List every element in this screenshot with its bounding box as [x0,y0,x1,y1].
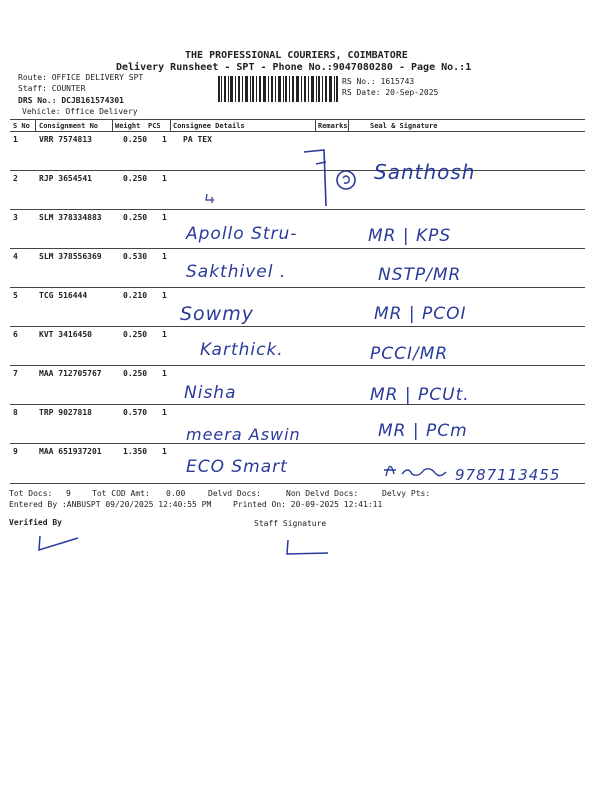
col-header-consignment: Consignment No [39,122,99,130]
col-header-weight: Weight [115,122,141,130]
staff-label: Staff: COUNTER [18,84,86,93]
row-pcs: 1 [162,135,167,144]
row-divider [10,287,585,288]
rs-number: RS No.: 1615743 [342,77,415,86]
row-pcs: 1 [162,291,167,300]
header-divider [35,119,36,131]
handwritten-consignee: Karthick. [200,340,284,360]
row-divider [10,404,585,405]
verified-signature [30,532,82,554]
header-divider [170,119,171,131]
header-divider [112,119,113,131]
row-consignment-no: TRP 9027818 [39,408,92,417]
vehicle-label: Vehicle: Office Delivery [22,107,138,116]
handwritten-phone: 9787113455 [455,466,561,484]
row-sno: 3 [13,213,18,222]
non-delvd-docs-label: Non Delvd Docs: [286,489,359,498]
row-divider [10,365,585,366]
row-pcs: 1 [162,213,167,222]
handwritten-consignee: Apollo Stru- [186,224,298,244]
row-consignment-no: VRR 7574813 [39,135,92,144]
row-pcs: 1 [162,447,167,456]
row-sno: 1 [13,135,18,144]
row-consignment-no: KVT 3416450 [39,330,92,339]
handwritten-consignee: meera Aswin [186,425,301,444]
row-consignment-no: MAA 651937201 [39,447,102,456]
runsheet-subtitle: Delivery Runsheet - SPT - Phone No.:9047080280 - Page No.:1 [116,62,472,73]
row-weight: 0.250 [123,330,148,339]
header-divider [315,119,316,131]
row-consignment-no: SLM 378556369 [39,252,102,261]
row-sno: 9 [13,447,18,456]
row-sno: 7 [13,369,18,378]
rs-date: RS Date: 20-Sep-2025 [342,88,439,97]
col-header-remarks: Remarks [318,122,348,130]
row-weight: 1.350 [123,447,148,456]
row-weight: 0.570 [123,408,148,417]
drs-number: DRS No.: DCJB161574301 [18,96,124,105]
handwritten-bracket [298,148,368,208]
row-divider [10,209,585,210]
row-divider [10,326,585,327]
verified-by-label: Verified By [9,518,62,527]
row-weight: 0.530 [123,252,148,261]
table-header-border [10,131,585,132]
barcode [218,76,338,102]
handwritten-seal: NSTP/MR [378,265,462,285]
row-sno: 4 [13,252,18,261]
handwritten-seal: MR | PCOI [374,304,467,324]
header-divider [348,119,349,131]
handwritten-seal: PCCI/MR [370,344,449,364]
staff-signature-label: Staff Signature [254,519,327,528]
row-pcs: 1 [162,252,167,261]
handwritten-seal: MR | PCm [378,421,468,441]
route-label: Route: OFFICE DELIVERY SPT [18,73,144,82]
tot-docs-value: 9 [66,489,71,498]
row-consignment-no: TCG 516444 [39,291,88,300]
handwritten-seal: MR | PCUt. [370,385,470,405]
handwritten-consignee: Sakthivel . [186,262,287,282]
printed-on: Printed On: 20-09-2025 12:41:11 [233,500,383,509]
handwritten-seal: MR | KPS [368,226,452,246]
row-consignment-no: MAA 712705767 [39,369,102,378]
row-sno: 8 [13,408,18,417]
row-weight: 0.250 [123,174,148,183]
handwritten-consignee: ECO Smart [186,457,288,477]
table-top-border [10,119,585,120]
col-header-consignee: Consignee Details [173,122,245,130]
entered-by: Entered By :ANBUSPT 09/20/2025 12:40:55 PM [9,500,212,509]
row-consignment-no: RJP 3654541 [39,174,92,183]
row-divider [10,248,585,249]
row-weight: 0.250 [123,135,148,144]
delvd-docs-label: Delvd Docs: [208,489,261,498]
company-title: THE PROFESSIONAL COURIERS, COIMBATORE [185,50,408,61]
tot-docs-label: Tot Docs: [9,489,53,498]
staff-signature [280,536,332,558]
row-pcs: 1 [162,174,167,183]
handwritten-consignee: Nisha [184,383,237,403]
handwritten-signature [380,456,450,482]
tot-cod-label: Tot COD Amt: [92,489,150,498]
row-weight: 0.210 [123,291,148,300]
row-sno: 2 [13,174,18,183]
row-pcs: 1 [162,408,167,417]
handwritten-consignee: Sowmy [180,303,254,325]
handwritten-seal: Santhosh [374,160,476,184]
col-header-sno: S No [13,122,30,130]
row-consignment-no: SLM 378334883 [39,213,102,222]
col-header-pcs: PCS [148,122,161,130]
row-pcs: 1 [162,369,167,378]
handwritten-mark [204,192,218,204]
delvy-pts-label: Delvy Pts: [382,489,431,498]
row-sno: 5 [13,291,18,300]
row-sno: 6 [13,330,18,339]
row-weight: 0.250 [123,213,148,222]
row-weight: 0.250 [123,369,148,378]
tot-cod-value: 0.00 [166,489,186,498]
row-consignee: PA TEX [183,135,212,144]
row-pcs: 1 [162,330,167,339]
col-header-seal: Seal & Signature [370,122,438,130]
